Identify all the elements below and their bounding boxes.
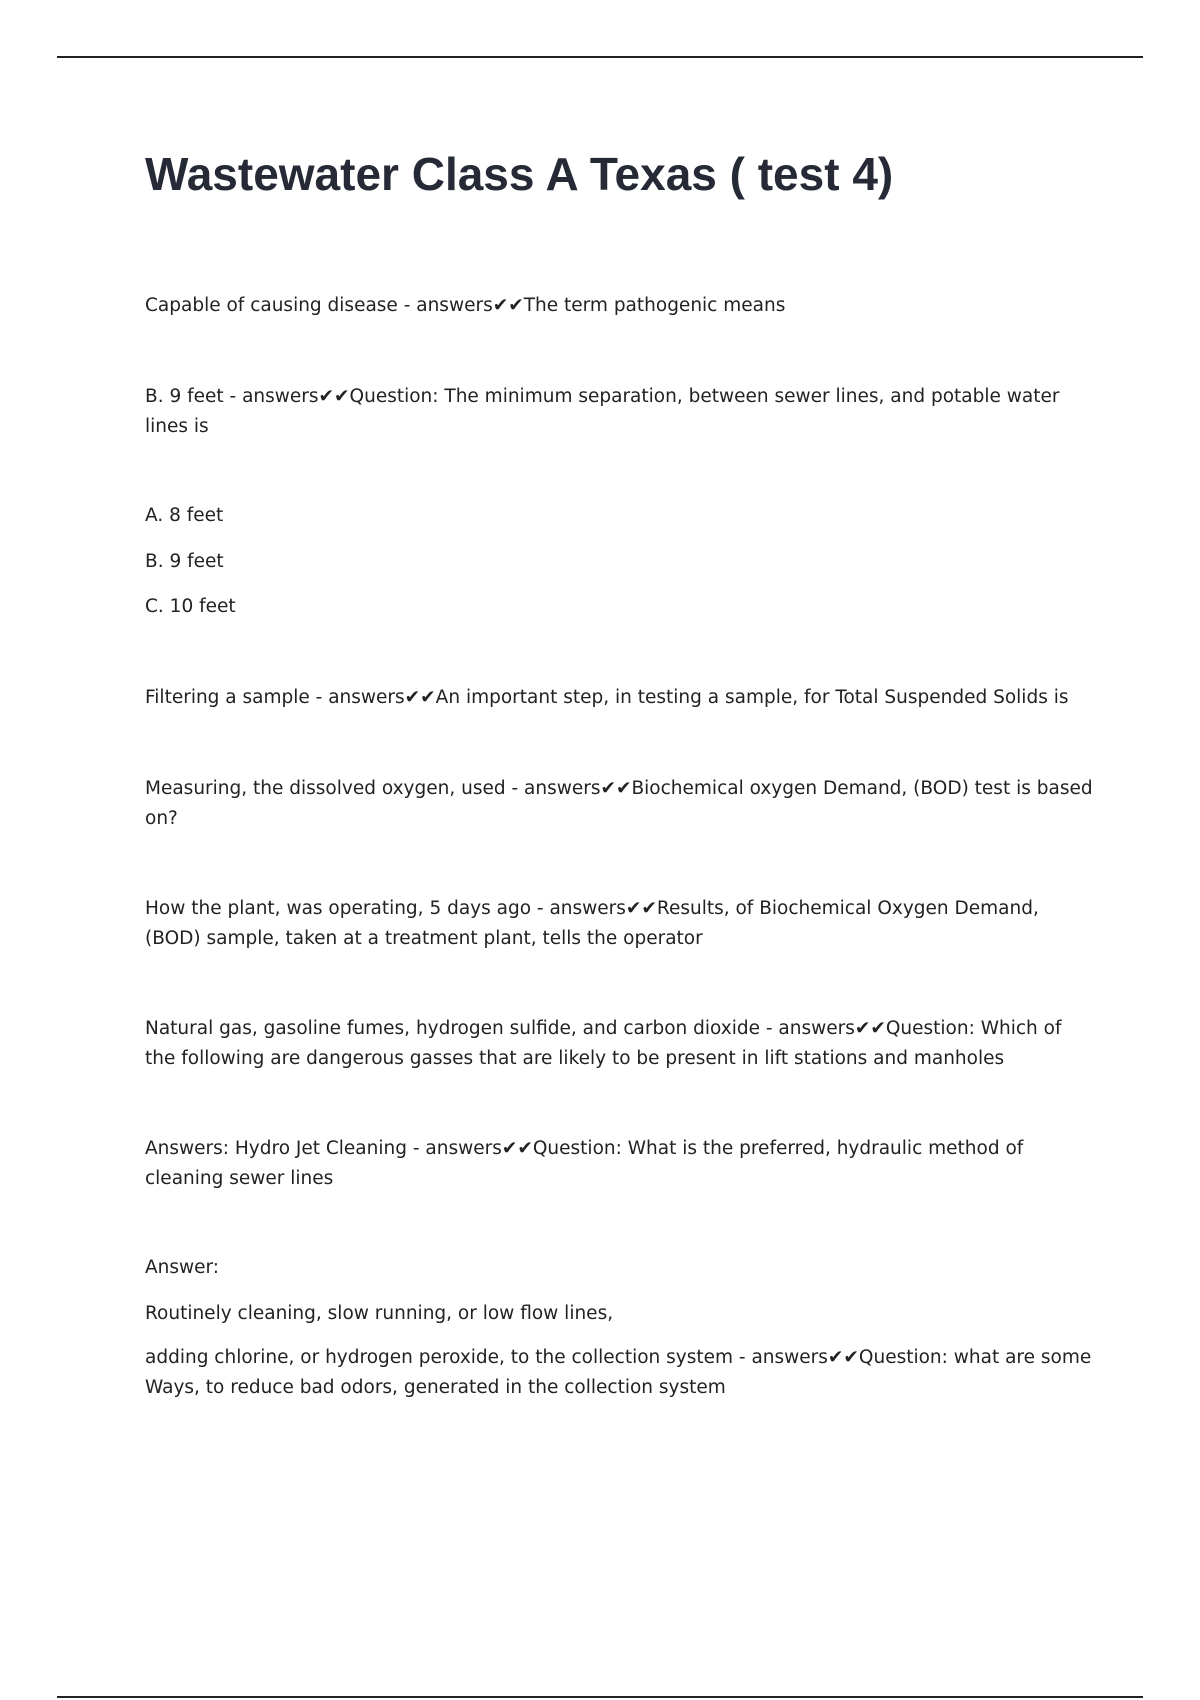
top-rule: [57, 56, 1143, 58]
paragraph-odor-reduction: adding chlorine, or hydrogen peroxide, to the collection system - answers✔✔Question: what are some Ways, to reduce bad odors, generated in the collection system: [145, 1347, 1092, 1398]
paragraph-routine-cleaning: Routinely cleaning, slow running, or low flow lines,: [145, 1303, 614, 1324]
paragraph-tss: Filtering a sample - answers✔✔An important step, in testing a sample, for Total Suspended Solids is: [145, 687, 1069, 708]
paragraph-pathogenic: Capable of causing disease - answers✔✔The term pathogenic means: [145, 295, 786, 316]
bottom-rule: [57, 1696, 1143, 1698]
paragraph-dangerous-gasses: Natural gas, gasoline fumes, hydrogen sulfide, and carbon dioxide - answers✔✔Question: Which of the following are dangerous gasses that are likely to be present in lift stations and manholes: [145, 1018, 1062, 1069]
paragraph-separation-question: B. 9 feet - answers✔✔Question: The minimum separation, between sewer lines, and potable water lines is: [145, 386, 1060, 437]
paragraph-answer-label: Answer:: [145, 1257, 220, 1278]
paragraph-bod-results: How the plant, was operating, 5 days ago - answers✔✔Results, of Biochemical Oxygen Demand, (BOD) sample, taken at a treatment plant, tells the operator: [145, 898, 1039, 949]
document-title: Wastewater Class A Texas ( test 4): [145, 148, 894, 200]
option-c: C. 10 feet: [145, 596, 236, 617]
option-b: B. 9 feet: [145, 551, 224, 572]
option-a: A. 8 feet: [145, 505, 224, 526]
paragraph-hydro-jet: Answers: Hydro Jet Cleaning - answers✔✔Question: What is the preferred, hydraulic method of cleaning sewer lines: [145, 1138, 1024, 1189]
paragraph-bod-test: Measuring, the dissolved oxygen, used - answers✔✔Biochemical oxygen Demand, (BOD) test is based on?: [145, 778, 1093, 829]
